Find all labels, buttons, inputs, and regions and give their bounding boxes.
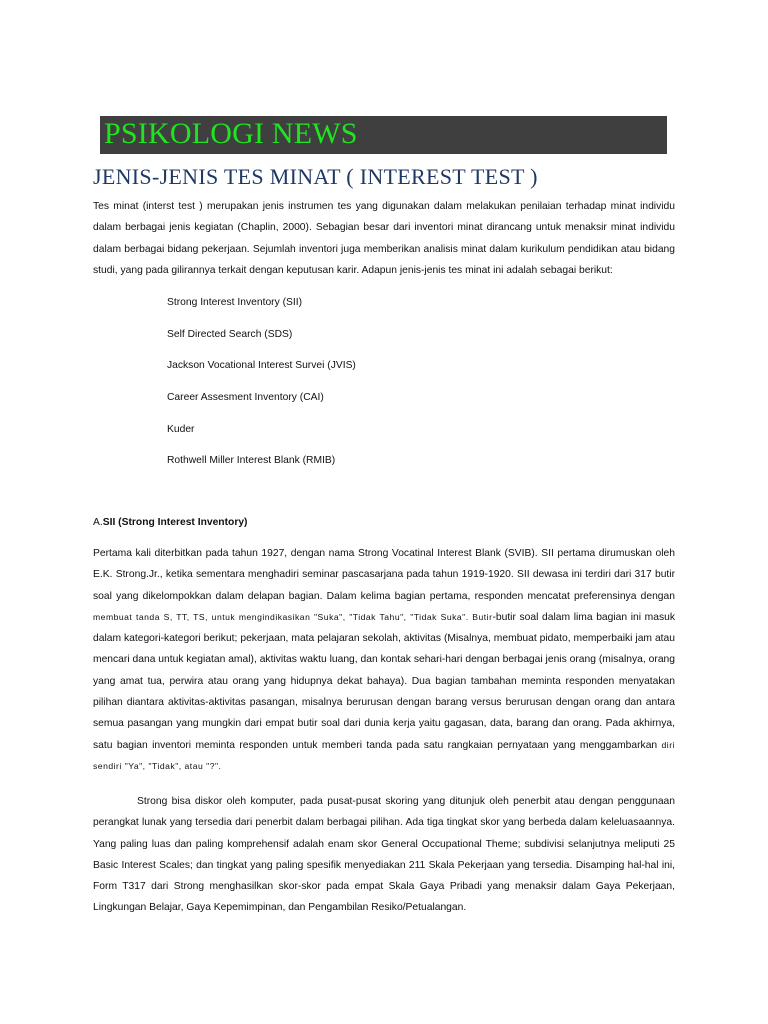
list-item: Career Assesment Inventory (CAI) [167, 392, 324, 404]
site-title: PSIKOLOGI NEWS [104, 117, 358, 150]
list-item: Strong Interest Inventory (SII) [167, 297, 303, 308]
sii-text-part-2: -butir soal dalam lima bagian ini masuk dalam kategori-kategori berikut; pekerjaan, mata pelajaran sekolah, aktivitas (Misalnya, membuat pidato, memperbaiki jam atau mencari dana untuk kegiatan amal), aktivitas waktu luang, dan kontak sehari-hari dengan berbagai jenis orang (misalnya, orang yang amat tua, perwira atau orang yang hidupnya dekat bahaya). Dua bagian tambahan meminta responden menyatakan pilihan diantara aktivitas-aktivitas pasangan, misalnya berurusan dengan barang versus berurusan dengan orang dan antara semua pasangan yang mungkin dari empat butir soal dari dunia kerja yaitu gagasan, data, barang dan orang. Pada akhirnya, satu bagian inventori meminta responden untuk memberi tanda pada satu rangkaian pernyataan yang menggambarkan [93, 611, 675, 751]
article-title: JENIS-JENIS TES MINAT ( INTEREST TEST ) [93, 164, 538, 189]
list-item: Kuder [167, 423, 195, 435]
sii-text-part-1: Pertama kali diterbitkan pada tahun 1927, dengan nama Strong Vocatinal Interest Blank (SVIB). SII pertama dirumuskan oleh E.K. Strong.Jr., ketika sementara menghadiri seminar pascasarjana pada tahun 1919-1920. SII dewasa ini terdiri dari 317 butir soal yang dikelompokkan dalam delapan bagian. Dalam kelima bagian pertama, responden mencatat preferensinya dengan [93, 548, 675, 602]
list-item: Rothwell Miller Interest Blank (RMIB) [167, 455, 336, 467]
header-banner [100, 116, 667, 154]
list-item: Self Directed Search (SDS) [167, 328, 293, 340]
sii-self-text: diri sendiri "Ya", "Tidak", atau "?". [93, 739, 675, 771]
section-heading [93, 512, 247, 533]
test-list [167, 292, 356, 482]
section-prefix: A. [93, 517, 103, 528]
list-item: Jackson Vocational Interest Survei (JVIS) [167, 360, 356, 372]
intro-paragraph: Tes minat (interst test ) merupakan jenis instrumen tes yang digunakan dalam melakukan penilaian terhadap minat individu dalam berbagai jenis kegiatan (Chaplin, 2000). Sebagian besar dari inventori minat dirancang untuk menaksir minat individu dalam berbagai bidang pekerjaan. Sejumlah inventori juga memberikan analisis minat dalam kurikulum pendidikan atau bidang studi, yang pada gilirannya terkait dengan keputusan karir. Adapun jenis-jenis tes minat ini adalah sebagai berikut: [93, 201, 675, 276]
sii-paragraph-2: Strong bisa diskor oleh komputer, pada pusat-pusat skoring yang ditunjuk oleh penerbit atau dengan penggunaan perangkat lunak yang tersedia dari penerbit dalam berbagai pilihan. Ada tiga tingkat skor yang berbeda dalam keleluasaannya. Yang paling luas dan paling komprehensif adalah enam skor General Occupational Theme; subdivisi selanjutnya meliputi 25 Basic Interest Scales; dan tingkat yang paling spesifik menyediakan 211 Skala Pekerjaan yang tersedia. Disamping hal-hal ini, Form T317 dari Strong menghasilkan skor-skor pada empat Skala Gaya Pribadi yang menaksir dalam Gaya Pekerjaan, Lingkungan Belajar, Gaya Kepemimpinan, dan Pengambilan Resiko/Petualangan. [93, 796, 675, 914]
sii-paragraph-1 [93, 543, 675, 777]
section-title: SII (Strong Interest Inventory) [102, 517, 248, 528]
sii-marks-text: membuat tanda S, TT, TS, untuk mengindikasikan "Suka", "Tidak Tahu", "Tidak Suka". Butir [93, 611, 493, 622]
